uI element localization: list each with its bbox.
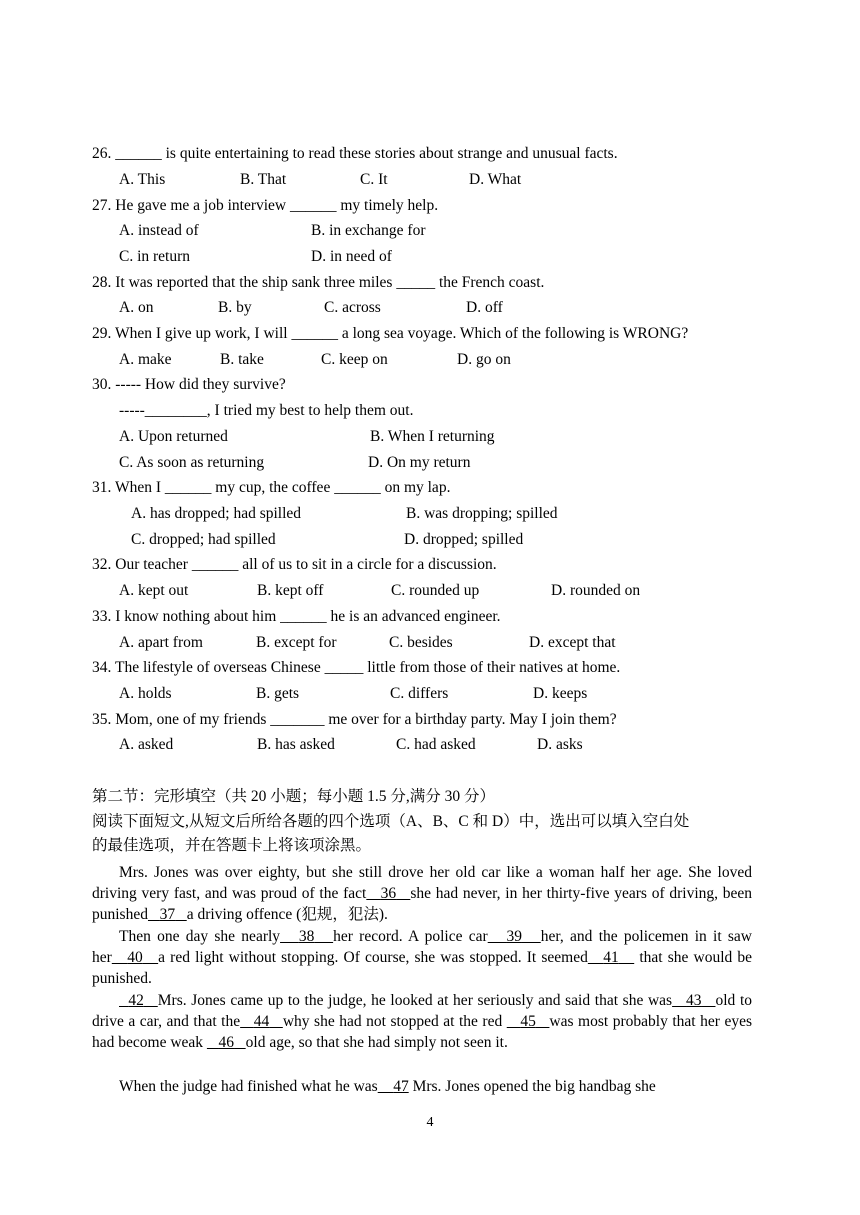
q30-option-d: D. On my return	[368, 454, 471, 471]
question-34: 34. The lifestyle of overseas Chinese _____ little from those of their natives at home.	[92, 659, 621, 676]
q33-option-a: A. apart from	[119, 634, 203, 651]
passage-paragraph-4	[92, 1076, 752, 1097]
q27-option-c: C. in return	[119, 248, 191, 265]
question-33: 33. I know nothing about him ______ he is an advanced engineer.	[92, 608, 501, 625]
q28-option-b: B. by	[218, 299, 252, 316]
section-instruction-2: 的最佳选项，并在答题卡上将该项涂黑。	[92, 837, 372, 854]
q30-option-c: C. As soon as returning	[119, 454, 265, 471]
question-30: 30. ----- How did they survive?	[92, 376, 286, 393]
passage-text: a red light without stopping. Of course, she was stopped. It seemed	[158, 949, 588, 967]
blank-36: 36	[380, 885, 397, 903]
q32-option-d: D. rounded on	[551, 582, 641, 599]
question-31: 31. When I ______ my cup, the coffee ______ on my lap.	[92, 479, 451, 496]
blank-44: 44	[253, 1013, 270, 1031]
q27-option-b: B. in exchange for	[311, 222, 426, 239]
passage-text: a driving offence (犯规，犯法).	[186, 906, 388, 924]
q29-option-a: A. make	[119, 351, 172, 368]
q28-option-d: D. off	[466, 299, 503, 316]
q27-option-a: A. instead of	[119, 222, 199, 239]
q30-option-a: A. Upon returned	[119, 428, 228, 445]
passage-paragraph-2	[92, 926, 752, 990]
q34-option-d: D. keeps	[533, 685, 588, 702]
q32-option-a: A. kept out	[119, 582, 189, 599]
q32-option-c: C. rounded up	[391, 582, 480, 599]
q35-option-d: D. asks	[537, 736, 583, 753]
q31-option-d: D. dropped; spilled	[404, 531, 524, 548]
q32-option-b: B. kept off	[257, 582, 324, 599]
page-number: 4	[426, 1115, 434, 1130]
question-35: 35. Mom, one of my friends _______ me over for a birthday party. May I join them?	[92, 711, 617, 728]
section-instruction-1: 阅读下面短文,从短文后所给各题的四个选项（A、B、C 和 D）中，选出可以填入空白处	[92, 813, 690, 830]
passage-text: Mrs. Jones was over eighty, but she still drove her old car like a woman half her age. She loved driving very fast, and was proud of the fact	[92, 864, 752, 903]
q31-option-b: B. was dropping; spilled	[406, 505, 558, 522]
passage-text: old age, so that she had simply not seen it.	[245, 1034, 508, 1052]
question-28: 28. It was reported that the ship sank three miles _____ the French coast.	[92, 274, 545, 291]
blank-47: 47	[393, 1078, 409, 1095]
passage-text: that she would be punished.	[92, 949, 753, 988]
question-26: 26. ______ is quite entertaining to read these stories about strange and unusual facts.	[92, 145, 618, 162]
blank-39: 39	[506, 928, 522, 945]
blank-38: 38	[298, 928, 315, 945]
q28-option-a: A. on	[119, 299, 154, 316]
q33-option-d: D. except that	[529, 634, 616, 651]
q34-option-a: A. holds	[119, 685, 172, 702]
q26-option-d: D. What	[469, 171, 522, 188]
passage-paragraph-1	[92, 862, 752, 926]
blank-46: 46	[218, 1034, 235, 1052]
passage-text: she had never, in her thirty-five years of driving, been punished	[92, 885, 753, 924]
q34-option-b: B. gets	[256, 685, 300, 702]
blank-40: 40	[127, 949, 143, 967]
passage-text: old to drive a car, and that the	[92, 992, 752, 1031]
q33-option-c: C. besides	[389, 634, 453, 651]
q31-option-c: C. dropped; had spilled	[131, 531, 276, 548]
q26-option-a: A. This	[119, 171, 166, 188]
q30-option-b: B. When I returning	[370, 428, 495, 445]
question-32: 32. Our teacher ______ all of us to sit in a circle for a discussion.	[92, 556, 497, 573]
question-29: 29. When I give up work, I will ______ a long sea voyage. Which of the following is WRONG?	[92, 325, 689, 342]
q29-option-c: C. keep on	[321, 351, 388, 368]
q35-option-c: C. had asked	[396, 736, 476, 753]
passage-text: Mrs. Jones came up to the judge, he looked at her seriously and said that she was	[157, 992, 673, 1009]
q28-option-c: C. across	[324, 299, 381, 316]
q26-option-c: C. It	[360, 171, 388, 188]
blank-37: 37	[159, 906, 176, 924]
q29-option-b: B. take	[220, 351, 264, 368]
q33-option-b: B. except for	[256, 634, 337, 651]
passage-text: why she had not stopped at the red	[282, 1013, 507, 1031]
passage-text: was most probably that her eyes had become weak	[92, 1013, 752, 1052]
passage-text: her record. A police car	[333, 928, 488, 945]
blank-42: 42	[128, 992, 144, 1009]
q31-option-a: A. has dropped; had spilled	[131, 505, 302, 522]
passage-text: Mrs. Jones opened the big handbag she	[408, 1078, 656, 1095]
passage-text: her, and the policemen in it saw her	[92, 928, 753, 967]
q34-option-c: C. differs	[390, 685, 449, 702]
q27-option-d: D. in need of	[311, 248, 392, 265]
passage-paragraph-3	[92, 990, 752, 1054]
q26-option-b: B. That	[240, 171, 287, 188]
blank-43: 43	[686, 992, 702, 1009]
section-title: 第二节：完形填空（共 20 小题；每小题 1.5 分,满分 30 分）	[92, 788, 496, 805]
question-30-response: -----________, I tried my best to help them out.	[119, 402, 414, 419]
passage-text: Then one day she nearly	[119, 928, 281, 945]
question-27: 27. He gave me a job interview ______ my timely help.	[92, 197, 439, 214]
q35-option-b: B. has asked	[257, 736, 335, 753]
blank-41: 41	[603, 949, 619, 967]
blank-45: 45	[520, 1013, 536, 1031]
passage-text: When the judge had finished what he was	[119, 1078, 378, 1095]
q29-option-d: D. go on	[457, 351, 511, 368]
q35-option-a: A. asked	[119, 736, 174, 753]
